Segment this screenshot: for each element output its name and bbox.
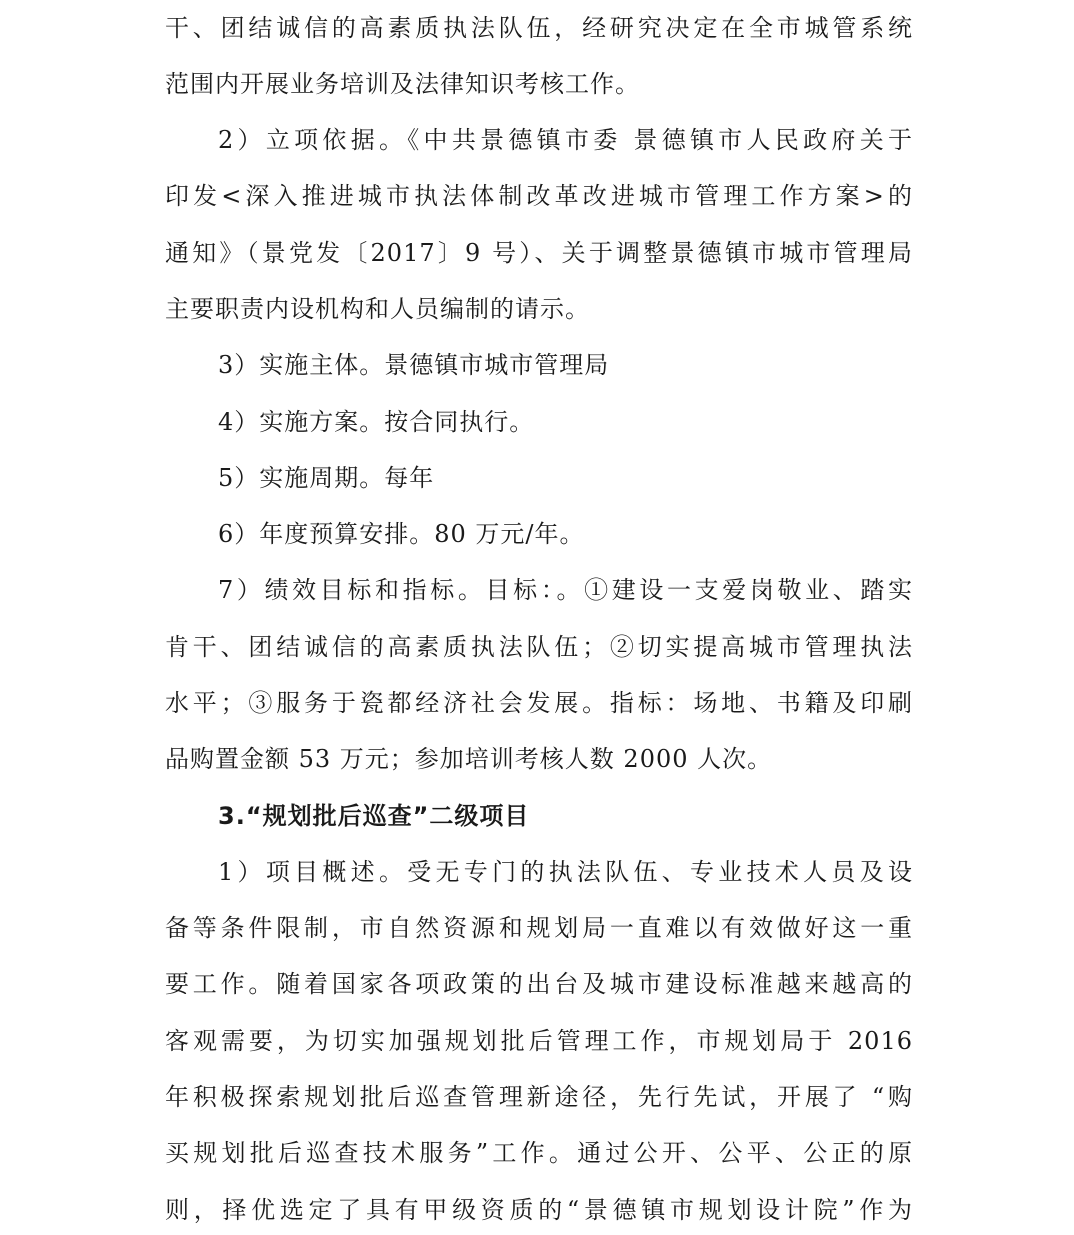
item-5-implementation-cycle: 5）实施周期。每年 — [218, 464, 435, 492]
item-3-implementing-body: 3）实施主体。景德镇市城市管理局 — [218, 351, 610, 379]
section-heading: 3.“规划批后巡查”二级项目 — [218, 802, 530, 830]
body-text-line: 主要职责内设机构和人员编制的请示。 — [165, 295, 590, 323]
item-7-performance-goals: 7）绩效目标和指标。目标：。①建设一支爱岗敬业、踏实 — [218, 576, 913, 604]
body-text-line: 买规划批后巡查技术服务”工作。通过公开、公平、公正的原 — [165, 1139, 913, 1167]
body-text-line: 印发<深入推进城市执法体制改革改进城市管理工作方案>的 — [165, 182, 913, 210]
body-text-line: 肯干、团结诚信的高素质执法队伍；②切实提高城市管理执法 — [165, 633, 913, 661]
body-text-line: 通知》（景党发〔2017〕9 号）、关于调整景德镇市城市管理局 — [165, 239, 913, 267]
body-text-line: 干、团结诚信的高素质执法队伍，经研究决定在全市城管系统 — [165, 14, 913, 42]
body-text-line: 备等条件限制，市自然资源和规划局一直难以有效做好这一重 — [165, 914, 913, 942]
body-text-line: 品购置金额 53 万元；参加培训考核人数 2000 人次。 — [165, 745, 773, 773]
item-1-project-overview: 1）项目概述。受无专门的执法队伍、专业技术人员及设 — [218, 858, 913, 886]
body-text-line: 年积极探索规划批后巡查管理新途径，先行先试，开展了 “购 — [165, 1083, 913, 1111]
item-2-legal-basis: 2）立项依据。《中共景德镇市委 景德镇市人民政府关于 — [218, 126, 913, 154]
body-text-line: 则，择优选定了具有甲级资质的“景德镇市规划设计院”作为 — [165, 1196, 913, 1224]
body-text-line: 客观需要，为切实加强规划批后管理工作，市规划局于 2016 — [165, 1027, 913, 1055]
body-text-line: 要工作。随着国家各项政策的出台及城市建设标准越来越高的 — [165, 970, 913, 998]
item-4-implementation-plan: 4）实施方案。按合同执行。 — [218, 408, 535, 436]
item-6-annual-budget: 6）年度预算安排。80 万元/年。 — [218, 520, 585, 548]
body-text-line: 范围内开展业务培训及法律知识考核工作。 — [165, 70, 640, 98]
body-text-line: 水平；③服务于瓷都经济社会发展。指标：场地、书籍及印刷 — [165, 689, 913, 717]
